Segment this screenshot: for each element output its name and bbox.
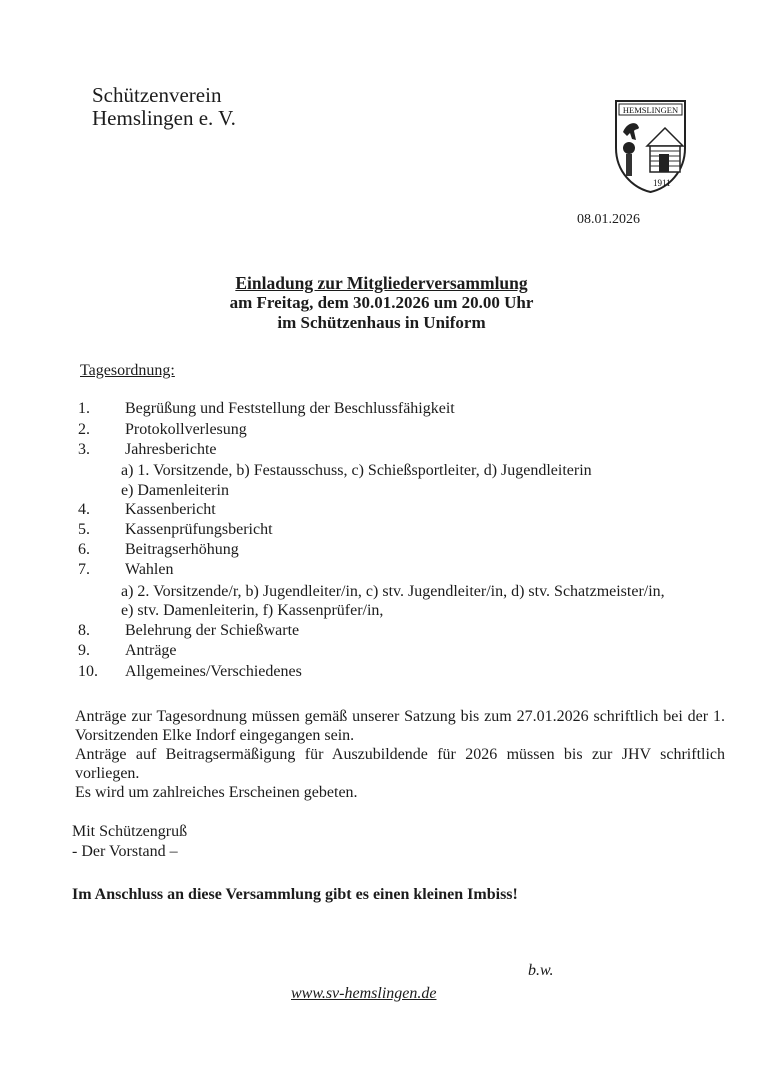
club-crest-logo xyxy=(613,98,688,194)
agenda-item-text: Wahlen xyxy=(125,561,174,578)
agenda-item-text: Kassenbericht xyxy=(125,501,216,518)
agenda-item-number: 8. xyxy=(78,622,90,639)
agenda-item-text: Allgemeines/Verschiedenes xyxy=(125,663,302,680)
crest-name-text: HEMSLINGEN xyxy=(622,105,679,115)
agenda-item-number: 5. xyxy=(78,521,90,538)
agenda-item-number: 1. xyxy=(78,400,90,417)
please-turn-over: b.w. xyxy=(528,962,554,979)
agenda-item-number: 9. xyxy=(78,642,90,659)
invitation-title-block xyxy=(0,273,763,333)
club-name-line1: Schützenverein xyxy=(92,83,222,107)
agenda-item-text: Anträge xyxy=(125,642,177,659)
meeting-location: im Schützenhaus in Uniform xyxy=(277,313,486,332)
agenda-label: Tagesordnung: xyxy=(80,362,175,379)
agenda-subitems: e) Damenleiterin xyxy=(121,482,229,499)
agenda-item-number: 4. xyxy=(78,501,90,518)
website-link[interactable]: www.sv-hemslingen.de xyxy=(291,985,437,1002)
agenda-item-number: 7. xyxy=(78,561,90,578)
agenda-item-text: Kassenprüfungsbericht xyxy=(125,521,273,538)
agenda-item-text: Belehrung der Schießwarte xyxy=(125,622,300,639)
agenda-subitems: e) stv. Damenleiterin, f) Kassenprüfer/in, xyxy=(121,602,384,619)
meeting-datetime: am Freitag, dem 30.01.2026 um 20.00 Uhr xyxy=(229,293,534,312)
agenda-item-text: Jahresberichte xyxy=(125,441,217,458)
agenda-item-text: Beitragserhöhung xyxy=(125,541,239,558)
snack-note: Im Anschluss an diese Versammlung gibt es einen kleinen Imbiss! xyxy=(72,886,518,903)
agenda-item-number: 2. xyxy=(78,421,90,438)
signature: - Der Vorstand – xyxy=(72,843,178,860)
invitation-title: Einladung zur Mitgliederversammlung xyxy=(235,273,528,293)
crest-year-text: 1911 xyxy=(653,178,671,188)
attendance-request-text: Es wird um zahlreiches Erscheinen gebeten. xyxy=(75,784,358,801)
agenda-item-text: Protokollverlesung xyxy=(125,421,247,438)
motions-deadline-text: Anträge zur Tagesordnung müssen gemäß unserer Satzung bis zum 27.01.2026 schriftlich bei der 1. Vorsitzenden Elke Indorf eingegangen sein. xyxy=(75,708,725,744)
closing xyxy=(72,822,187,862)
club-name-line2: Hemslingen e. V. xyxy=(92,106,236,130)
club-name xyxy=(92,84,236,130)
agenda-item-text: Begrüßung und Feststellung der Beschlussfähigkeit xyxy=(125,400,455,417)
agenda-subitems: a) 1. Vorsitzende, b) Festausschuss, c) Schießsportleiter, d) Jugendleiterin xyxy=(121,462,592,479)
notice-text xyxy=(75,707,725,802)
agenda-item-number: 10. xyxy=(78,663,98,680)
fee-reduction-text: Anträge auf Beitragsermäßigung für Auszubildende für 2026 müssen bis zur JHV schriftlich vorliegen. xyxy=(75,746,725,782)
agenda-item-number: 6. xyxy=(78,541,90,558)
letter-date: 08.01.2026 xyxy=(577,212,640,227)
agenda-subitems: a) 2. Vorsitzende/r, b) Jugendleiter/in, c) stv. Jugendleiter/in, d) stv. Schatzmeister/in, xyxy=(121,583,665,600)
agenda-item-number: 3. xyxy=(78,441,90,458)
greeting: Mit Schützengruß xyxy=(72,823,188,840)
